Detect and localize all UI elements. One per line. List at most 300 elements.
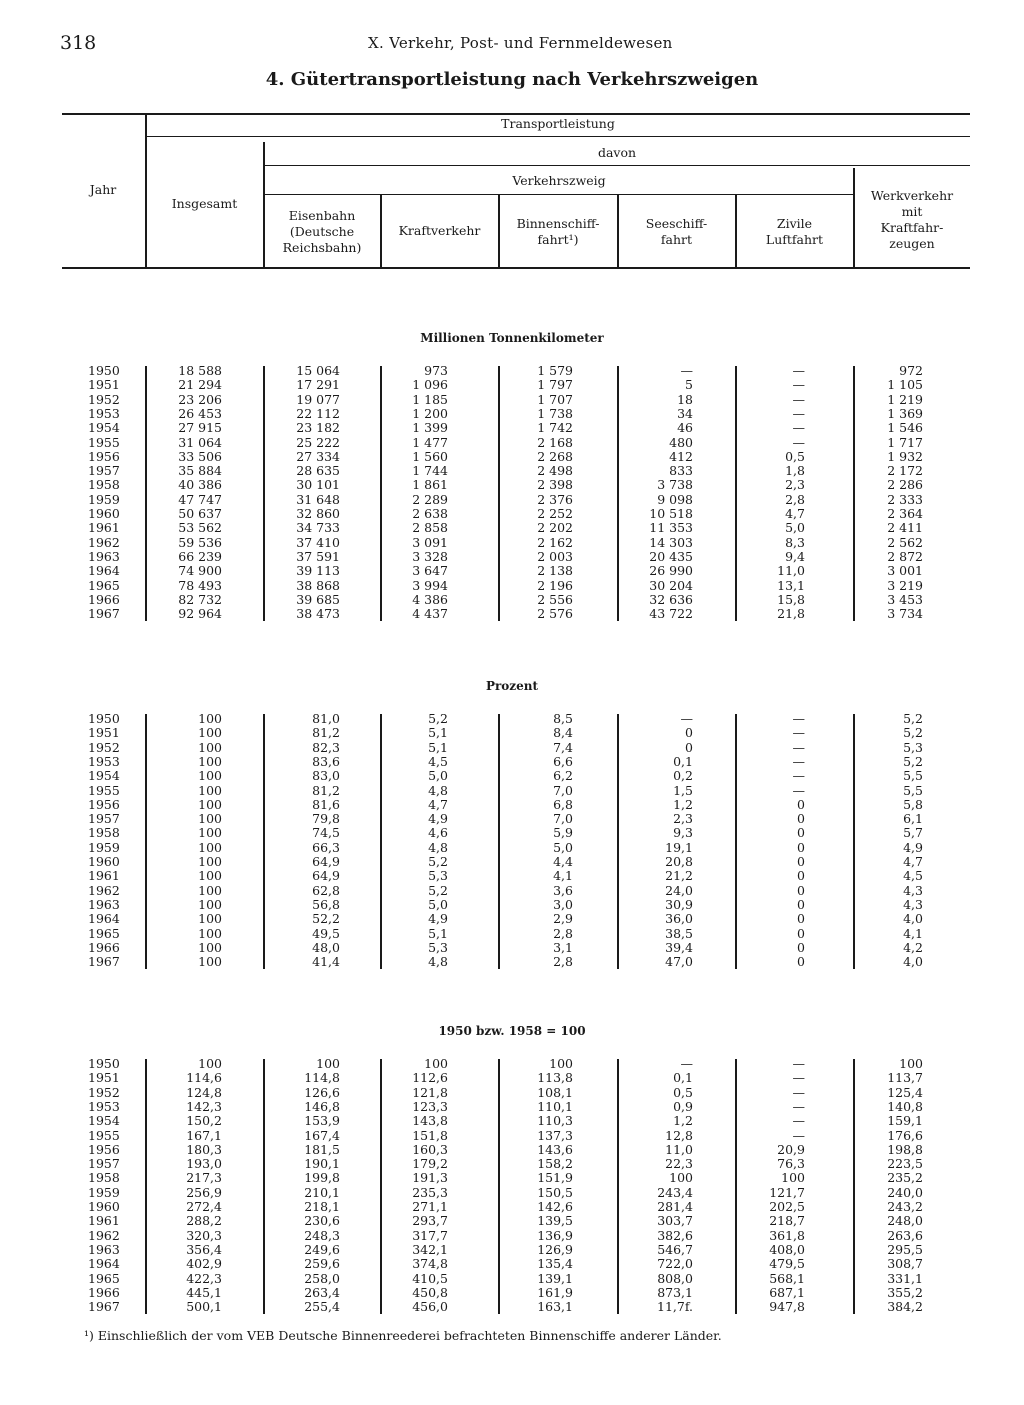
werkverkehr-cell: 159,1: [887, 1113, 923, 1129]
seeschiff-cell: 47,0: [665, 954, 693, 970]
luftfahrt-cell: 5,0: [785, 520, 805, 536]
kraftverkehr-cell: 100: [424, 1056, 448, 1071]
eisenbahn-cell: 146,8: [304, 1098, 340, 1114]
header-rule-davon: [264, 165, 970, 166]
seeschiff-cell: 722,0: [657, 1256, 693, 1272]
werkverkehr-cell: 100: [899, 1056, 923, 1071]
eisenbahn-cell: 19 077: [296, 391, 340, 407]
eisenbahn-cell: 22 112: [296, 405, 340, 421]
year-cell: 1950: [88, 1056, 120, 1071]
seeschiff-cell: 19,1: [665, 839, 693, 855]
header-werkverkehr-line: zeugen: [889, 236, 935, 251]
kraftverkehr-cell: 1 200: [412, 405, 448, 421]
eisenbahn-cell: 82,3: [312, 739, 340, 755]
luftfahrt-cell: 0: [797, 911, 805, 927]
eisenbahn-cell: 81,6: [312, 796, 340, 812]
year-cell: 1963: [88, 1241, 120, 1257]
seeschiff-cell: 24,0: [665, 882, 693, 898]
insgesamt-cell: 53 562: [178, 520, 222, 536]
seeschiff-cell: 38,5: [665, 925, 693, 941]
seeschiff-cell: 21,2: [665, 868, 693, 884]
header-jahr: Jahr: [89, 182, 117, 197]
table-row: [0, 450, 1024, 464]
werkverkehr-cell: 1 369: [887, 405, 923, 421]
insgesamt-cell: 150,2: [186, 1113, 222, 1129]
binnenschiff-cell: 143,6: [537, 1141, 573, 1157]
header-werkverkehr: [854, 188, 970, 252]
werkverkehr-cell: 248,0: [887, 1213, 923, 1229]
table-row: [0, 579, 1024, 593]
seeschiff-cell: 0,1: [673, 1070, 693, 1086]
table-row: [0, 841, 1024, 855]
kraftverkehr-cell: 151,8: [412, 1127, 448, 1143]
table-row: [0, 1057, 1024, 1071]
header-binnenschiff: [499, 216, 617, 248]
kraftverkehr-cell: 5,3: [428, 868, 448, 884]
seeschiff-cell: 0,5: [673, 1084, 693, 1100]
table-row: [0, 1272, 1024, 1286]
header-rule-transport: [146, 136, 970, 137]
werkverkehr-cell: 5,7: [903, 825, 923, 841]
table-row: [0, 1243, 1024, 1257]
year-cell: 1955: [88, 1127, 120, 1143]
luftfahrt-cell: —: [792, 377, 805, 393]
table-row: [0, 712, 1024, 726]
insgesamt-cell: 100: [198, 725, 222, 741]
luftfahrt-cell: 568,1: [769, 1270, 805, 1286]
year-cell: 1960: [88, 854, 120, 869]
insgesamt-cell: 100: [198, 753, 222, 769]
seeschiff-cell: 22,3: [665, 1156, 693, 1172]
werkverkehr-cell: 4,2: [903, 939, 923, 955]
seeschiff-cell: 10 518: [649, 506, 693, 521]
year-cell: 1952: [88, 739, 120, 755]
kraftverkehr-cell: 293,7: [412, 1213, 448, 1229]
eisenbahn-cell: 230,6: [304, 1213, 340, 1229]
table-row: [0, 912, 1024, 926]
binnenschiff-cell: 5,9: [553, 825, 573, 841]
luftfahrt-cell: 947,8: [769, 1299, 805, 1315]
werkverkehr-cell: 5,5: [903, 782, 923, 798]
luftfahrt-cell: 479,5: [769, 1256, 805, 1272]
eisenbahn-cell: 218,1: [304, 1199, 340, 1214]
werkverkehr-cell: 331,1: [887, 1270, 923, 1286]
year-cell: 1959: [88, 839, 120, 855]
binnenschiff-cell: 8,4: [553, 725, 573, 741]
header-seeschiff-line: fahrt: [660, 232, 693, 247]
header-bottom-rule: [62, 267, 970, 269]
eisenbahn-cell: 83,6: [312, 753, 340, 769]
binnenschiff-cell: 2,9: [553, 911, 573, 927]
luftfahrt-cell: 121,7: [769, 1184, 805, 1200]
eisenbahn-cell: 37 591: [296, 548, 340, 564]
binnenschiff-cell: 1 707: [537, 391, 573, 407]
seeschiff-cell: —: [680, 363, 693, 378]
kraftverkehr-cell: 3 091: [412, 534, 448, 550]
seeschiff-cell: 26 990: [649, 563, 693, 579]
eisenbahn-cell: 126,6: [304, 1084, 340, 1100]
header-binnenschiff-line: fahrt¹): [537, 232, 579, 247]
eisenbahn-cell: 25 222: [296, 434, 340, 450]
luftfahrt-cell: 4,7: [785, 506, 805, 521]
eisenbahn-cell: 52,2: [312, 911, 340, 927]
header-insgesamt: Insgesamt: [171, 196, 238, 211]
kraftverkehr-cell: 1 477: [412, 434, 448, 450]
luftfahrt-cell: —: [792, 739, 805, 755]
luftfahrt-cell: 0: [797, 896, 805, 912]
eisenbahn-cell: 23 182: [296, 420, 340, 436]
header-binnenschiff-line: Binnenschiff-: [516, 216, 600, 231]
binnenschiff-cell: 6,6: [553, 753, 573, 769]
werkverkehr-cell: 4,9: [903, 839, 923, 855]
insgesamt-cell: 82 732: [178, 591, 222, 607]
werkverkehr-cell: 4,0: [903, 954, 923, 970]
binnenschiff-cell: 3,0: [553, 896, 573, 912]
eisenbahn-cell: 28 635: [296, 463, 340, 479]
eisenbahn-cell: 39 113: [296, 563, 340, 579]
table-row: [0, 407, 1024, 421]
seeschiff-cell: 833: [669, 463, 693, 479]
eisenbahn-cell: 32 860: [296, 506, 340, 521]
seeschiff-cell: 0,2: [673, 768, 693, 784]
eisenbahn-cell: 114,8: [304, 1070, 340, 1086]
binnenschiff-cell: 161,9: [537, 1284, 573, 1300]
year-cell: 1959: [88, 1184, 120, 1200]
table-row: [0, 421, 1024, 435]
table-row: [0, 1229, 1024, 1243]
binnenschiff-cell: 139,1: [537, 1270, 573, 1286]
kraftverkehr-cell: 374,8: [412, 1256, 448, 1272]
eisenbahn-cell: 64,9: [312, 868, 340, 884]
seeschiff-cell: 20,8: [665, 854, 693, 869]
insgesamt-cell: 23 206: [178, 391, 222, 407]
table-row: [0, 550, 1024, 564]
insgesamt-cell: 100: [198, 854, 222, 869]
table-row: [0, 1157, 1024, 1171]
year-cell: 1951: [88, 1070, 120, 1086]
table-row: [0, 464, 1024, 478]
seeschiff-cell: 546,7: [657, 1241, 693, 1257]
eisenbahn-cell: 15 064: [296, 363, 340, 378]
werkverkehr-cell: 235,2: [887, 1170, 923, 1186]
insgesamt-cell: 27 915: [178, 420, 222, 436]
werkverkehr-cell: 5,3: [903, 739, 923, 755]
kraftverkehr-cell: 4,8: [428, 839, 448, 855]
luftfahrt-cell: 13,1: [777, 577, 805, 593]
kraftverkehr-cell: 3 647: [412, 563, 448, 579]
insgesamt-cell: 100: [198, 768, 222, 784]
insgesamt-cell: 50 637: [178, 506, 222, 521]
luftfahrt-cell: 8,3: [785, 534, 805, 550]
kraftverkehr-cell: 4,7: [428, 796, 448, 812]
kraftverkehr-cell: 2 289: [412, 491, 448, 507]
insgesamt-cell: 193,0: [186, 1156, 222, 1172]
werkverkehr-cell: 2 364: [887, 506, 923, 521]
luftfahrt-cell: 0: [797, 825, 805, 841]
year-cell: 1951: [88, 725, 120, 741]
kraftverkehr-cell: 410,5: [412, 1270, 448, 1286]
eisenbahn-cell: 83,0: [312, 768, 340, 784]
luftfahrt-cell: 11,0: [777, 563, 805, 579]
kraftverkehr-cell: 1 560: [412, 448, 448, 464]
luftfahrt-cell: 202,5: [769, 1199, 805, 1214]
insgesamt-cell: 100: [198, 711, 222, 726]
werkverkehr-cell: 5,2: [903, 753, 923, 769]
table-row: [0, 478, 1024, 492]
insgesamt-cell: 26 453: [178, 405, 222, 421]
year-cell: 1967: [88, 606, 120, 622]
insgesamt-cell: 272,4: [186, 1199, 222, 1214]
eisenbahn-cell: 56,8: [312, 896, 340, 912]
seeschiff-cell: 1,2: [673, 796, 693, 812]
binnenschiff-cell: 163,1: [537, 1299, 573, 1315]
insgesamt-cell: 256,9: [186, 1184, 222, 1200]
seeschiff-cell: 12,8: [665, 1127, 693, 1143]
year-cell: 1957: [88, 463, 120, 479]
year-cell: 1953: [88, 753, 120, 769]
year-cell: 1960: [88, 506, 120, 521]
kraftverkehr-cell: 121,8: [412, 1084, 448, 1100]
binnenschiff-cell: 139,5: [537, 1213, 573, 1229]
seeschiff-cell: 0: [685, 725, 693, 741]
insgesamt-cell: 124,8: [186, 1084, 222, 1100]
luftfahrt-cell: 20,9: [777, 1141, 805, 1157]
seeschiff-cell: 11,7f.: [657, 1299, 693, 1315]
binnenschiff-cell: 1 797: [537, 377, 573, 393]
seeschiff-cell: 9,3: [673, 825, 693, 841]
header-top-rule: [62, 113, 970, 115]
binnenschiff-cell: 1 579: [537, 363, 573, 378]
kraftverkehr-cell: 191,3: [412, 1170, 448, 1186]
insgesamt-cell: 100: [198, 796, 222, 812]
luftfahrt-cell: —: [792, 1084, 805, 1100]
kraftverkehr-cell: 179,2: [412, 1156, 448, 1172]
werkverkehr-cell: 3 219: [887, 577, 923, 593]
seeschiff-cell: 281,4: [657, 1199, 693, 1214]
table-row: [0, 855, 1024, 869]
year-cell: 1967: [88, 1299, 120, 1315]
year-cell: 1955: [88, 782, 120, 798]
binnenschiff-cell: 136,9: [537, 1227, 573, 1243]
header-luftfahrt-line: Luftfahrt: [765, 232, 824, 247]
year-cell: 1953: [88, 405, 120, 421]
binnenschiff-cell: 2 576: [537, 606, 573, 622]
seeschiff-cell: 18: [677, 391, 693, 407]
table-row: [0, 898, 1024, 912]
kraftverkehr-cell: 5,2: [428, 882, 448, 898]
table-row: [0, 741, 1024, 755]
header-seeschiff: [618, 216, 735, 248]
binnenschiff-cell: 150,5: [537, 1184, 573, 1200]
binnenschiff-cell: 3,6: [553, 882, 573, 898]
binnenschiff-cell: 108,1: [537, 1084, 573, 1100]
eisenbahn-cell: 27 334: [296, 448, 340, 464]
table-row: [0, 955, 1024, 969]
kraftverkehr-cell: 5,0: [428, 896, 448, 912]
werkverkehr-cell: 3 734: [887, 606, 923, 622]
kraftverkehr-cell: 4,9: [428, 911, 448, 927]
luftfahrt-cell: —: [792, 420, 805, 436]
eisenbahn-cell: 81,0: [312, 711, 340, 726]
insgesamt-cell: 445,1: [186, 1284, 222, 1300]
table-row: [0, 941, 1024, 955]
year-cell: 1954: [88, 768, 120, 784]
binnenschiff-cell: 137,3: [537, 1127, 573, 1143]
kraftverkehr-cell: 342,1: [412, 1241, 448, 1257]
binnenschiff-cell: 2 003: [537, 548, 573, 564]
insgesamt-cell: 40 386: [178, 477, 222, 493]
werkverkehr-cell: 2 562: [887, 534, 923, 550]
insgesamt-cell: 167,1: [186, 1127, 222, 1143]
binnenschiff-cell: 2 196: [537, 577, 573, 593]
binnenschiff-cell: 110,3: [537, 1113, 573, 1129]
binnenschiff-cell: 2 556: [537, 591, 573, 607]
werkverkehr-cell: 2 333: [887, 491, 923, 507]
seeschiff-cell: —: [680, 711, 693, 726]
table-row: [0, 1114, 1024, 1128]
insgesamt-cell: 66 239: [178, 548, 222, 564]
insgesamt-cell: 92 964: [178, 606, 222, 622]
header-luftfahrt-line: Zivile: [776, 216, 813, 231]
eisenbahn-cell: 81,2: [312, 782, 340, 798]
binnenschiff-cell: 2 376: [537, 491, 573, 507]
seeschiff-cell: 873,1: [657, 1284, 693, 1300]
table-row: [0, 493, 1024, 507]
table-row: [0, 1086, 1024, 1100]
binnenschiff-cell: 4,1: [553, 868, 573, 884]
insgesamt-cell: 100: [198, 739, 222, 755]
insgesamt-cell: 288,2: [186, 1213, 222, 1229]
werkverkehr-cell: 3 453: [887, 591, 923, 607]
year-cell: 1952: [88, 1084, 120, 1100]
eisenbahn-cell: 48,0: [312, 939, 340, 955]
header-eisenbahn-line: Eisenbahn: [288, 208, 356, 223]
table-row: [0, 1286, 1024, 1300]
header-werkverkehr-line: Werkverkehr: [870, 188, 954, 203]
table-row: [0, 593, 1024, 607]
insgesamt-cell: 402,9: [186, 1256, 222, 1272]
header-werkverkehr-line: Kraftfahr-: [880, 220, 944, 235]
eisenbahn-cell: 210,1: [304, 1184, 340, 1200]
table-row: [0, 436, 1024, 450]
luftfahrt-cell: 0: [797, 954, 805, 970]
seeschiff-cell: 0,9: [673, 1098, 693, 1114]
seeschiff-cell: 30,9: [665, 896, 693, 912]
binnenschiff-cell: 110,1: [537, 1098, 573, 1114]
table-row: [0, 1129, 1024, 1143]
luftfahrt-cell: 0: [797, 868, 805, 884]
seeschiff-cell: 382,6: [657, 1227, 693, 1243]
header-verkehrszweig: Verkehrszweig: [512, 173, 606, 188]
werkverkehr-cell: 198,8: [887, 1141, 923, 1157]
luftfahrt-cell: 0: [797, 811, 805, 827]
table-row: [0, 1200, 1024, 1214]
werkverkehr-cell: 176,6: [887, 1127, 923, 1143]
table-row: [0, 869, 1024, 883]
kraftverkehr-cell: 4,5: [428, 753, 448, 769]
binnenschiff-cell: 2 498: [537, 463, 573, 479]
binnenschiff-cell: 7,0: [553, 811, 573, 827]
year-cell: 1951: [88, 377, 120, 393]
table-row: [0, 1186, 1024, 1200]
luftfahrt-cell: 408,0: [769, 1241, 805, 1257]
year-cell: 1962: [88, 534, 120, 550]
kraftverkehr-cell: 112,6: [412, 1070, 448, 1086]
year-cell: 1962: [88, 1227, 120, 1243]
year-cell: 1956: [88, 1141, 120, 1157]
insgesamt-cell: 422,3: [186, 1270, 222, 1286]
binnenschiff-cell: 2,8: [553, 925, 573, 941]
table-title: 4. Gütertransportleistung nach Verkehrszweigen: [265, 69, 759, 90]
year-cell: 1956: [88, 796, 120, 812]
binnenschiff-cell: 7,4: [553, 739, 573, 755]
eisenbahn-cell: 181,5: [304, 1141, 340, 1157]
year-cell: 1966: [88, 591, 120, 607]
year-cell: 1955: [88, 434, 120, 450]
footnote: ¹) Einschließlich der vom VEB Deutsche Binnenreederei befrachteten Binnenschiffe anderer Länder.: [84, 1328, 722, 1343]
luftfahrt-cell: 2,3: [785, 477, 805, 493]
year-cell: 1952: [88, 391, 120, 407]
seeschiff-cell: 20 435: [649, 548, 693, 564]
binnenschiff-cell: 1 742: [537, 420, 573, 436]
luftfahrt-cell: 0: [797, 939, 805, 955]
seeschiff-cell: 1,2: [673, 1113, 693, 1129]
seeschiff-cell: 39,4: [665, 939, 693, 955]
header-eisenbahn-line: (Deutsche: [289, 224, 355, 239]
header-luftfahrt: [736, 216, 853, 248]
binnenschiff-cell: 5,0: [553, 839, 573, 855]
insgesamt-cell: 18 588: [178, 363, 222, 378]
insgesamt-cell: 78 493: [178, 577, 222, 593]
werkverkehr-cell: 113,7: [887, 1070, 923, 1086]
table-row: [0, 607, 1024, 621]
werkverkehr-cell: 125,4: [887, 1084, 923, 1100]
kraftverkehr-cell: 2 858: [412, 520, 448, 536]
kraftverkehr-cell: 123,3: [412, 1098, 448, 1114]
binnenschiff-cell: 3,1: [553, 939, 573, 955]
year-cell: 1959: [88, 491, 120, 507]
year-cell: 1954: [88, 1113, 120, 1129]
table-row: [0, 536, 1024, 550]
luftfahrt-cell: —: [792, 753, 805, 769]
eisenbahn-cell: 74,5: [312, 825, 340, 841]
eisenbahn-cell: 34 733: [296, 520, 340, 536]
eisenbahn-cell: 17 291: [296, 377, 340, 393]
insgesamt-cell: 100: [198, 811, 222, 827]
seeschiff-cell: 480: [669, 434, 693, 450]
year-cell: 1967: [88, 954, 120, 970]
luftfahrt-cell: —: [792, 725, 805, 741]
table-row: [0, 927, 1024, 941]
table-row: [0, 1257, 1024, 1271]
kraftverkehr-cell: 4 386: [412, 591, 448, 607]
luftfahrt-cell: 0: [797, 839, 805, 855]
werkverkehr-cell: 972: [899, 363, 923, 378]
werkverkehr-cell: 2 286: [887, 477, 923, 493]
eisenbahn-cell: 248,3: [304, 1227, 340, 1243]
werkverkehr-cell: 4,3: [903, 882, 923, 898]
table-row: [0, 826, 1024, 840]
table-row: [0, 755, 1024, 769]
eisenbahn-cell: 190,1: [304, 1156, 340, 1172]
table-row: [0, 1071, 1024, 1085]
luftfahrt-cell: —: [792, 782, 805, 798]
eisenbahn-cell: 258,0: [304, 1270, 340, 1286]
seeschiff-cell: 243,4: [657, 1184, 693, 1200]
insgesamt-cell: 100: [198, 1056, 222, 1071]
seeschiff-cell: 808,0: [657, 1270, 693, 1286]
luftfahrt-cell: —: [792, 405, 805, 421]
